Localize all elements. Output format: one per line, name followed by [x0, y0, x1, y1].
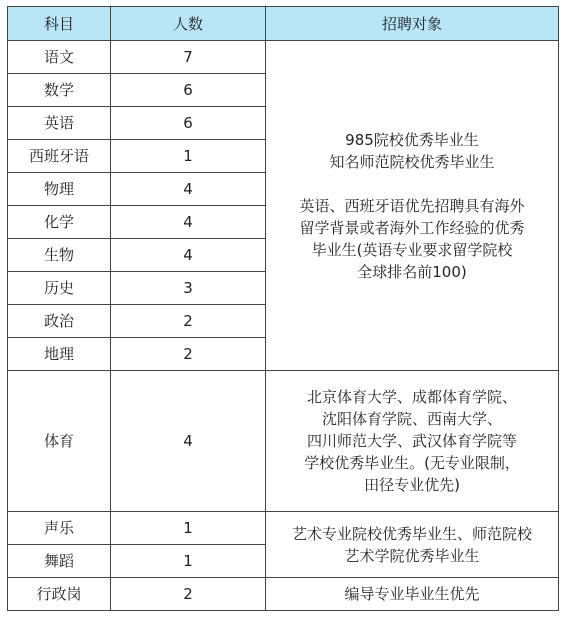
count-cell: 4 — [111, 206, 266, 239]
subject-cell: 地理 — [8, 338, 111, 371]
target-line: 知名师范院校优秀毕业生 — [329, 152, 495, 171]
subject-cell: 舞蹈 — [8, 545, 111, 578]
subject-cell: 体育 — [8, 371, 111, 512]
subject-cell: 政治 — [8, 305, 111, 338]
subject-cell: 英语 — [8, 107, 111, 140]
target-line: 985院校优秀毕业生 — [345, 130, 479, 149]
table-row — [8, 41, 559, 74]
count-cell: 7 — [111, 41, 266, 74]
target-line: 四川师范大学、武汉体育学院等 — [306, 432, 517, 450]
count-cell: 6 — [111, 74, 266, 107]
subject-cell: 行政岗 — [8, 578, 111, 611]
target-line: 沈阳体育学院、西南大学、 — [321, 410, 502, 428]
target-line: 留学背景或者海外工作经验的优秀 — [299, 218, 525, 237]
header-target: 招聘对象 — [266, 7, 559, 41]
target-line: 全球排名前100) — [357, 262, 467, 281]
count-cell: 6 — [111, 107, 266, 140]
header-subject: 科目 — [8, 7, 111, 41]
subject-cell: 数学 — [8, 74, 111, 107]
count-cell: 4 — [111, 173, 266, 206]
target-line: 艺术学院优秀毕业生 — [344, 546, 480, 565]
subject-cell: 物理 — [8, 173, 111, 206]
target-line: 英语、西班牙语优先招聘具有海外 — [299, 196, 525, 215]
subject-cell: 声乐 — [8, 512, 111, 545]
header-count: 人数 — [111, 7, 266, 41]
subject-cell: 语文 — [8, 41, 111, 74]
academic-target-cell — [266, 41, 559, 371]
subject-cell: 西班牙语 — [8, 140, 111, 173]
sports-target-cell — [266, 371, 559, 512]
admin-target-cell: 编导专业毕业生优先 — [266, 578, 559, 611]
line-gap — [266, 173, 558, 195]
table-row — [8, 512, 559, 545]
count-cell: 4 — [111, 371, 266, 512]
target-line: 学校优秀毕业生。(无专业限制， — [304, 454, 520, 472]
count-cell: 2 — [111, 578, 266, 611]
table-row — [8, 578, 559, 611]
count-cell: 1 — [111, 140, 266, 173]
recruitment-table — [7, 6, 559, 611]
subject-cell: 历史 — [8, 272, 111, 305]
count-cell: 1 — [111, 545, 266, 578]
target-line: 北京体育大学、成都体育学院、 — [306, 388, 517, 406]
count-cell: 3 — [111, 272, 266, 305]
target-line: 毕业生(英语专业要求留学院校 — [311, 240, 513, 259]
target-line: 田径专业优先) — [364, 476, 460, 494]
table-header-row — [8, 7, 559, 41]
count-cell: 4 — [111, 239, 266, 272]
count-cell: 1 — [111, 512, 266, 545]
target-line: 艺术专业院校优秀毕业生、师范院校 — [291, 524, 532, 543]
subject-cell: 生物 — [8, 239, 111, 272]
table-row — [8, 371, 559, 512]
count-cell: 2 — [111, 338, 266, 371]
count-cell: 2 — [111, 305, 266, 338]
arts-target-cell — [266, 512, 559, 578]
subject-cell: 化学 — [8, 206, 111, 239]
